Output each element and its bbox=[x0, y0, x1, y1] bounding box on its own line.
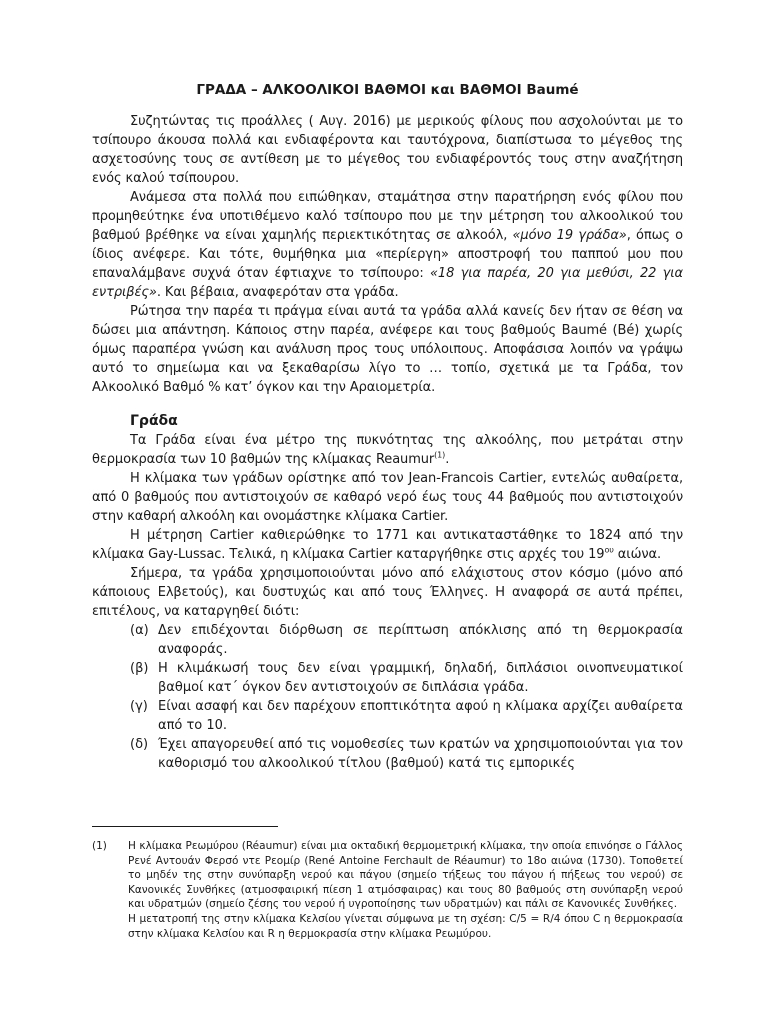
list-item bbox=[92, 659, 683, 697]
section-paragraph-1-text: Τα Γράδα είναι ένα μέτρο της πυκνότητας της αλκοόλης, που μετράται στην θερμοκρασία των 10 βαθμών της κλίμακας Reaumur bbox=[92, 433, 683, 467]
footnote-marker: (1) bbox=[92, 840, 107, 852]
list-item-marker: (γ) bbox=[130, 699, 148, 714]
section-heading: Γράδα bbox=[130, 413, 178, 429]
footnote-text: Η κλίμακα Ρεωμύρου (Réaumur) είναι μια οκταδική θερμομετρική κλίμακα, την οποία επινόησε ο Γάλλος Ρενέ Αντουάν Φερσό ντε Ρεομίρ (René Antoine Ferchault de Réaumur) το 18ο αιώνα (1730). Τοποθετεί το μηδέν της στην συνύπαρξη νερού και πάγου (σημείο τήξεως του πάγου ή πήξεως του νερού) σε Κανονικές Συνθήκες (ατμοσφαιρική πίεση 1 ατμόσφαιρας) και τους 80 βαθμούς στη συνύπαρξη νερού και υδρατμών (σημείο ζέσης του νερού ή υγροποίησης των υδρατμών) και πάλι σε Κανονικές Συνθήκες. bbox=[128, 840, 683, 911]
footnote-1 bbox=[92, 839, 683, 941]
document-body bbox=[92, 80, 683, 773]
list-item bbox=[92, 621, 683, 659]
section-paragraph-1: Τα Γράδα είναι ένα μέτρο της πυκνότητας της αλκοόλης, που μετράται στην θερμοκρασία των 10 βαθμών της κλίμακας Reaumur$^{(1)}$. bbox=[92, 433, 683, 467]
section-paragraph-4: Σήμερα, τα γράδα χρησιμοποιούνται μόνο από ελάχιστους στον κόσμο (μόνο από κάποιους Ελβετούς), και δυστυχώς και από τους Έλληνες. Η αναφορά σε αυτά πρέπει, επιτέλους, να καταργηθεί διότι: bbox=[92, 566, 683, 619]
section-paragraph-3 bbox=[92, 526, 683, 564]
intro-paragraph-1: Συζητώντας τις προάλλες ( Αυγ. 2016) με μερικούς φίλους που ασχολούνται με το τσίπουρο άκουσα πολλά και ενδιαφέροντα και ταυτόχρονα, διαπίστωσα το μέγεθος της ασχετοσύνης τους σε αντίθεση με το μέγεθος του ενδιαφέροντός τους στην αναζήτηση ενός καλού τσίπουρου. bbox=[92, 114, 683, 186]
intro-paragraph-3: Ρώτησα την παρέα τι πράγμα είναι αυτά τα γράδα αλλά κανείς δεν ήταν σε θέση να δώσει μια απάντηση. Κάποιος στην παρέα, ανέφερε και τους βαθμούς Baumé (Bé) χωρίς όμως παραπέρα γνώση και ανάλυση προς τους υπόλοιπους. Αποφάσισα λοιπόν να γράψω αυτό το σημείωμα και να ξεκαθαρίσω λίγο το … τοπίο, σχετικά με τα Γράδα, τον Αλκοολικό Βαθμό % κατ’ όγκον και την Αραιομετρία. bbox=[92, 304, 683, 395]
list-item bbox=[92, 697, 683, 735]
list-item-text: Η κλιμάκωσή τους δεν είναι γραμμική, δηλαδή, διπλάσιοι οινοπνευματικοί βαθμοί κατ΄ όγκον δεν αντιστοιχούν σε διπλάσια γράδα. bbox=[158, 661, 683, 695]
section-paragraph-2: Η κλίμακα των γράδων ορίστηκε από τον Jean-Francois Cartier, εντελώς αυθαίρετα, από 0 βαθμούς που αντιστοιχούν σε καθαρό νερό έως τους 44 βαθμούς που αντιστοιχούν στην καθαρή αλκοόλη και ονομάστηκε κλίμακα Cartier. bbox=[92, 471, 683, 524]
list-item-marker: (δ) bbox=[130, 737, 149, 752]
footnote-ref[interactable]: (1) bbox=[434, 450, 446, 460]
list-item-text: Είναι ασαφή και δεν παρέχουν εποπτικότητα αφού η κλίμακα αρχίζει αυθαίρετα από το 10. bbox=[158, 699, 683, 733]
footnote-text-2: Η μετατροπή της στην κλίμακα Κελσίου γίνεται σύμφωνα με τη σχέση: C/5 = R/4 όπου C η θερμοκρασία στην κλίμακα Κελσίου και R η θερμοκρασία στην κλίμακα Ρεωμύρου. bbox=[128, 912, 683, 940]
reasons-list bbox=[92, 621, 683, 773]
list-item-marker: (β) bbox=[130, 661, 149, 676]
century-superscript: ου bbox=[604, 545, 614, 555]
list-item-text: Δεν επιδέχονται διόρθωση σε περίπτωση απόκλισης από τη θερμοκρασία αναφοράς. bbox=[158, 623, 683, 657]
footnotes bbox=[92, 826, 683, 941]
intro-paragraph-2: Ανάμεσα στα πολλά που ειπώθηκαν, σταμάτησα στην παρατήρηση ενός φίλου που προμηθεύτηκε ένα υποτιθέμενο καλό τσίπουρο που με την μέτρηση του αλκοολικού του βαθμού βρέθηκε να είναι χαμηλής περιεκτικότητας σε αλκοόλ, «μόνο 19 γράδα», όπως ο ίδιος ανέφερε. Και τότε, θυμήθηκα μια «περίεργη» αποστροφή του παππού μου που επαναλάμβανε συχνά όταν έφτιαχνε το τσίπουρο: «18 για παρέα, 20 για μεθύσι, 22 για εντριβές». Και βέβαια, αναφερόταν στα γράδα. bbox=[92, 190, 683, 300]
century-tail: αιώνα. bbox=[613, 547, 662, 562]
section-paragraph-3-text: Η μέτρηση Cartier καθιερώθηκε το 1771 και αντικαταστάθηκε το 1824 από την κλίμακα Gay-Lussac. Τελικά, η κλίμακα Cartier καταργήθηκε στις αρχές του 19 bbox=[92, 528, 683, 562]
list-item-text: Έχει απαγορευθεί από τις νομοθεσίες των κρατών να χρησιμοποιούνται για τον καθορισμό του αλκοολικού τίτλου (βαθμού) κατά τις εμπορικές bbox=[158, 737, 683, 771]
document-title: ΓΡΑΔΑ – ΑΛΚΟΟΛΙΚΟΙ ΒΑΘΜΟΙ και ΒΑΘΜΟΙ Baumé bbox=[196, 82, 579, 98]
footnote-body bbox=[128, 839, 683, 941]
footnote-divider bbox=[92, 826, 278, 827]
list-item bbox=[92, 735, 683, 773]
list-item-marker: (α) bbox=[130, 623, 149, 638]
